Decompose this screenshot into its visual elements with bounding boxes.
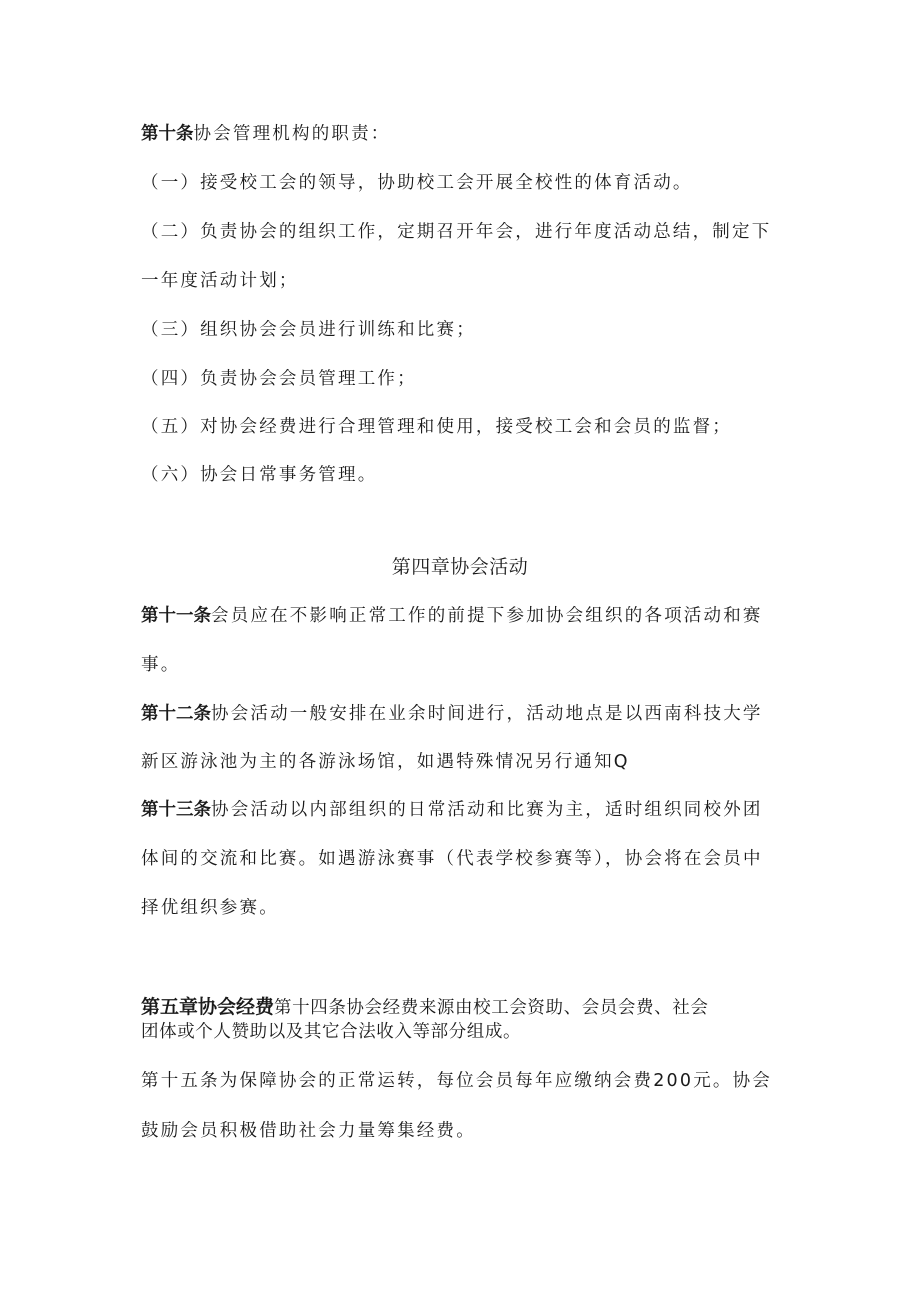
- article-15-line-1: 第十五条为保障协会的正常运转，每位会员每年应缴纳会费200元。协会: [141, 1071, 772, 1091]
- article-13-line-3: 择优组织参赛。: [141, 898, 279, 918]
- article-11-line-1: [141, 604, 791, 628]
- article-13-line-1: [141, 798, 791, 822]
- article-10-text: 协会管理机构的职责：: [193, 124, 391, 144]
- article-10-item-5: （五）对协会经费进行合理管理和使用，接受校工会和会员的监督；: [141, 417, 732, 437]
- article-10-label: 第十条: [141, 124, 194, 144]
- article-10-heading: [141, 122, 791, 146]
- article-12-line-1: [141, 702, 791, 726]
- article-10-item-3: （三）组织协会会员进行训练和比赛；: [141, 320, 476, 340]
- article-15-line-2: 鼓励会员积极借助社会力量筹集经费。: [141, 1121, 476, 1141]
- article-11-label: 第十一条: [141, 606, 211, 626]
- article-13-line-2: 体间的交流和比赛。如遇游泳赛事（代表学校参赛等），协会将在会员中: [141, 849, 763, 869]
- chapter-5-text-1: 第十四条协会经费来源由校工会资助、会员会费、社会: [274, 998, 709, 1018]
- article-10-item-4: （四）负责协会会员管理工作；: [141, 369, 417, 389]
- chapter-5-line-1: [141, 995, 791, 1020]
- chapter-5-line-2: 团体或个人赞助以及其它合法收入等部分组成。: [141, 1022, 522, 1042]
- article-10-item-6: （六）协会日常事务管理。: [141, 465, 378, 485]
- chapter-5-title: 第五章协会经费: [141, 996, 275, 1018]
- article-10-item-2: （二）负责协会的组织工作，定期召开年会，进行年度活动总结，制定下: [141, 222, 772, 242]
- article-11-text-1: 会员应在不影响正常工作的前提下参加协会组织的各项活动和赛: [211, 606, 763, 626]
- article-11-line-2: 事。: [141, 655, 181, 675]
- article-12-label: 第十二条: [141, 704, 211, 724]
- article-12-text-1: 协会活动一般安排在业余时间进行，活动地点是以西南科技大学: [211, 704, 763, 724]
- article-10-item-1: （一）接受校工会的领导，协助校工会开展全校性的体育活动。: [141, 173, 693, 193]
- article-13-label: 第十三条: [141, 800, 211, 820]
- article-10-item-2-cont: 一年度活动计划；: [141, 271, 299, 291]
- article-12-line-2: 新区游泳池为主的各游泳场馆，如遇特殊情况另行通知Q: [141, 752, 630, 772]
- article-13-text-1: 协会活动以内部组织的日常活动和比赛为主，适时组织同校外团: [211, 800, 763, 820]
- chapter-4-title: 第四章协会活动: [391, 556, 529, 578]
